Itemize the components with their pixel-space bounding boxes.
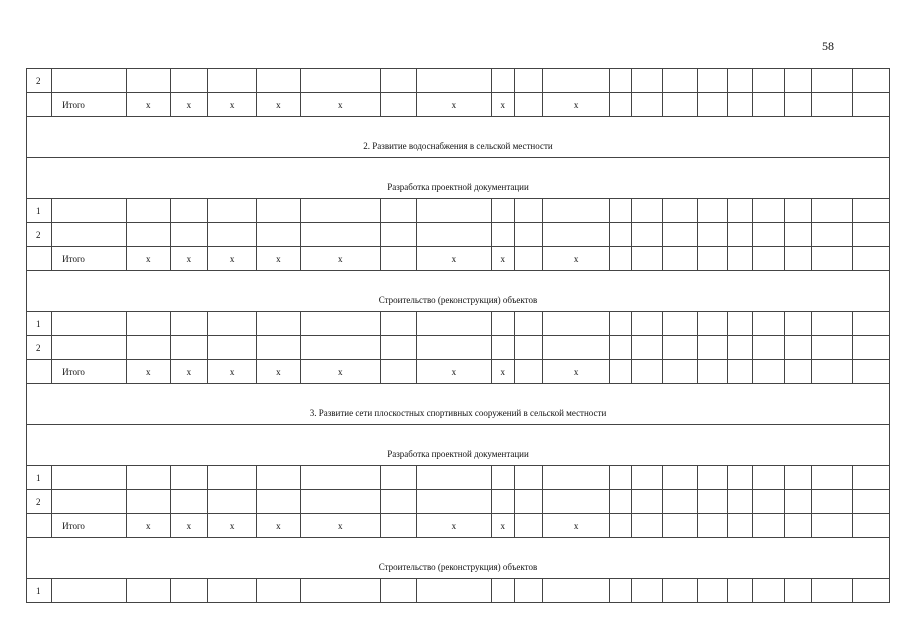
table-cell [727,312,752,336]
x-mark: x [491,93,514,117]
table-cell [610,579,632,603]
table-cell [812,466,852,490]
table-cell [542,223,609,247]
table-cell [753,336,785,360]
subsection-heading [27,425,890,466]
table-cell [785,69,812,93]
table-cell [727,223,752,247]
table-cell [417,199,491,223]
page-number: 58 [822,39,834,53]
table-cell [852,199,889,223]
table-cell [27,360,52,384]
table-cell [727,247,752,271]
total-label: Итого [52,360,126,384]
table-cell [662,360,697,384]
table-cell [208,199,257,223]
subsection-heading [27,271,890,312]
table-cell [753,490,785,514]
table-cell [417,223,491,247]
table-cell [27,514,52,538]
table-cell [753,579,785,603]
table-cell [632,336,662,360]
subsection-heading [27,158,890,199]
table-cell [300,312,380,336]
table-cell [491,199,514,223]
table-cell [542,199,609,223]
table-cell [514,223,542,247]
table-cell [514,360,542,384]
table-cell [727,93,752,117]
table-cell [126,69,170,93]
x-mark: x [542,247,609,271]
table-cell [52,490,126,514]
table-cell [170,579,207,603]
table-cell [632,579,662,603]
table-cell [753,247,785,271]
table-cell [812,336,852,360]
table-cell [852,490,889,514]
table-cell [126,579,170,603]
row-number: 2 [27,69,52,93]
table-cell [662,69,697,93]
x-mark: x [257,93,300,117]
x-mark: x [208,247,257,271]
table-row [27,312,890,336]
table-cell [785,490,812,514]
table-cell [170,199,207,223]
x-mark: x [126,514,170,538]
x-mark: x [170,360,207,384]
x-mark: x [542,93,609,117]
table-row [27,579,890,603]
table-cell [697,312,727,336]
table-cell [257,490,300,514]
subsection-heading [27,538,890,579]
table-cell [727,336,752,360]
table-row [27,69,890,93]
table-cell [417,312,491,336]
table-cell [417,69,491,93]
total-label: Итого [52,247,126,271]
table-cell [852,247,889,271]
table-cell [381,579,417,603]
total-row [27,247,890,271]
row-number: 1 [27,579,52,603]
table-cell [610,466,632,490]
table-cell [126,490,170,514]
table-cell [257,199,300,223]
table-cell [417,579,491,603]
table-cell [27,93,52,117]
table-cell [662,579,697,603]
table-cell [170,336,207,360]
table-cell [852,466,889,490]
table-cell [417,466,491,490]
table-cell [632,223,662,247]
table-cell [126,312,170,336]
table-cell [697,360,727,384]
table-cell [753,69,785,93]
table-cell [514,514,542,538]
table-cell [812,312,852,336]
table-cell [300,579,380,603]
table-cell [727,514,752,538]
table-cell [381,336,417,360]
table-cell [852,360,889,384]
table-cell [208,466,257,490]
table-row [27,490,890,514]
x-mark: x [300,514,380,538]
table-cell [785,514,812,538]
subsection-heading-title: Разработка проектной документации [27,158,890,199]
table-cell [785,466,812,490]
table-cell [662,93,697,117]
table-cell [697,336,727,360]
table-cell [662,336,697,360]
subsection-heading-title: Разработка проектной документации [27,425,890,466]
table-cell [514,69,542,93]
table-cell [610,93,632,117]
x-mark: x [126,93,170,117]
table-cell [727,360,752,384]
table-cell [632,514,662,538]
table-cell [27,247,52,271]
section-heading-title: 3. Развитие сети плоскостных спортивных сооружений в сельской местности [27,384,890,425]
table-cell [753,93,785,117]
x-mark: x [170,93,207,117]
table-cell [610,336,632,360]
table-cell [812,69,852,93]
table-cell [514,247,542,271]
table-cell [126,336,170,360]
table-cell [257,69,300,93]
table-cell [662,312,697,336]
table-cell [727,490,752,514]
table-cell [514,93,542,117]
table-cell [852,579,889,603]
table-cell [697,69,727,93]
table-cell [381,69,417,93]
table-row [27,199,890,223]
table-cell [785,360,812,384]
row-number: 2 [27,223,52,247]
table-cell [542,490,609,514]
table-cell [812,223,852,247]
table-cell [417,490,491,514]
table-cell [852,69,889,93]
table-cell [208,223,257,247]
total-row [27,360,890,384]
section-heading [27,117,890,158]
table-cell [697,579,727,603]
table-cell [542,466,609,490]
table-cell [514,312,542,336]
table-cell [208,312,257,336]
table-cell [785,579,812,603]
table-cell [697,93,727,117]
x-mark: x [417,93,491,117]
total-label: Итого [52,93,126,117]
table-cell [52,336,126,360]
table-cell [257,466,300,490]
x-mark: x [417,360,491,384]
x-mark: x [300,247,380,271]
table-cell [812,199,852,223]
table-cell [632,360,662,384]
table-cell [727,199,752,223]
table-cell [662,223,697,247]
row-number: 1 [27,199,52,223]
table-cell [812,247,852,271]
table-cell [785,199,812,223]
table-cell [170,312,207,336]
table-cell [491,312,514,336]
table-cell [52,69,126,93]
table-cell [812,93,852,117]
total-label: Итого [52,514,126,538]
x-mark: x [300,360,380,384]
table-cell [491,490,514,514]
total-row [27,514,890,538]
table-body [27,69,890,603]
table-cell [610,199,632,223]
table-cell [381,312,417,336]
x-mark: x [491,247,514,271]
table-cell [610,69,632,93]
x-mark: x [491,360,514,384]
x-mark: x [542,514,609,538]
table-cell [812,514,852,538]
section-heading [27,384,890,425]
table-cell [300,490,380,514]
x-mark: x [126,247,170,271]
table-cell [170,69,207,93]
table-cell [208,69,257,93]
table-cell [542,312,609,336]
table-cell [52,223,126,247]
table-cell [727,466,752,490]
table-cell [852,312,889,336]
table-cell [300,69,380,93]
table-cell [381,199,417,223]
row-number: 1 [27,312,52,336]
table-cell [381,466,417,490]
x-mark: x [542,360,609,384]
table-cell [632,93,662,117]
table-cell [257,336,300,360]
table-cell [812,490,852,514]
table-cell [52,466,126,490]
table-cell [697,490,727,514]
table-cell [417,336,491,360]
table-cell [257,579,300,603]
x-mark: x [257,247,300,271]
table-cell [662,247,697,271]
table-cell [785,312,812,336]
table-cell [491,69,514,93]
table-cell [852,336,889,360]
table-cell [610,312,632,336]
table-cell [727,69,752,93]
table-cell [632,199,662,223]
table-cell [812,579,852,603]
data-table [26,68,890,603]
subsection-heading-title: Строительство (реконструкция) объектов [27,538,890,579]
table-cell [753,360,785,384]
table-cell [610,360,632,384]
table-cell [514,490,542,514]
table-cell [170,223,207,247]
table-cell [208,490,257,514]
table-cell [542,336,609,360]
table-cell [300,223,380,247]
section-heading-title: 2. Развитие водоснабжения в сельской местности [27,117,890,158]
table-cell [381,360,417,384]
row-number: 2 [27,490,52,514]
x-mark: x [170,514,207,538]
table-cell [610,223,632,247]
table-cell [300,466,380,490]
x-mark: x [208,93,257,117]
x-mark: x [491,514,514,538]
table-cell [753,199,785,223]
table-cell [697,247,727,271]
table-cell [610,514,632,538]
table-cell [662,466,697,490]
table-cell [542,69,609,93]
table-cell [632,247,662,271]
subsection-heading-title: Строительство (реконструкция) объектов [27,271,890,312]
x-mark: x [257,360,300,384]
table-cell [381,514,417,538]
table-cell [300,336,380,360]
table-cell [662,199,697,223]
table-cell [126,223,170,247]
table-cell [632,69,662,93]
table-cell [491,223,514,247]
table-cell [697,223,727,247]
table-cell [52,199,126,223]
row-number: 2 [27,336,52,360]
table-cell [208,579,257,603]
x-mark: x [126,360,170,384]
table-cell [381,223,417,247]
table-cell [126,466,170,490]
table-cell [632,490,662,514]
table-cell [300,199,380,223]
table-cell [852,514,889,538]
x-mark: x [300,93,380,117]
x-mark: x [208,360,257,384]
table-cell [662,514,697,538]
table-cell [170,490,207,514]
table-cell [514,579,542,603]
table-cell [514,199,542,223]
table-cell [785,223,812,247]
table-cell [491,336,514,360]
table-cell [753,312,785,336]
table-cell [852,223,889,247]
table-cell [491,466,514,490]
table-cell [753,223,785,247]
table-cell [52,312,126,336]
table-cell [632,466,662,490]
table-cell [662,490,697,514]
table-cell [514,336,542,360]
table-cell [852,93,889,117]
table-row [27,223,890,247]
x-mark: x [417,514,491,538]
table-cell [785,247,812,271]
x-mark: x [170,247,207,271]
table-cell [753,466,785,490]
table-cell [785,93,812,117]
x-mark: x [208,514,257,538]
table-cell [727,579,752,603]
table-cell [697,514,727,538]
table-cell [697,466,727,490]
table-cell [257,223,300,247]
table-cell [514,466,542,490]
table-cell [170,466,207,490]
table-cell [785,336,812,360]
table-row [27,336,890,360]
table-cell [812,360,852,384]
table-cell [632,312,662,336]
table-cell [381,93,417,117]
table-cell [257,312,300,336]
total-row [27,93,890,117]
table-cell [381,490,417,514]
row-number: 1 [27,466,52,490]
table-cell [52,579,126,603]
x-mark: x [257,514,300,538]
table-cell [491,579,514,603]
table-cell [542,579,609,603]
table-cell [610,490,632,514]
table-cell [697,199,727,223]
x-mark: x [417,247,491,271]
table-cell [753,514,785,538]
table-row [27,466,890,490]
table-cell [126,199,170,223]
table-cell [610,247,632,271]
table-cell [208,336,257,360]
table-cell [381,247,417,271]
